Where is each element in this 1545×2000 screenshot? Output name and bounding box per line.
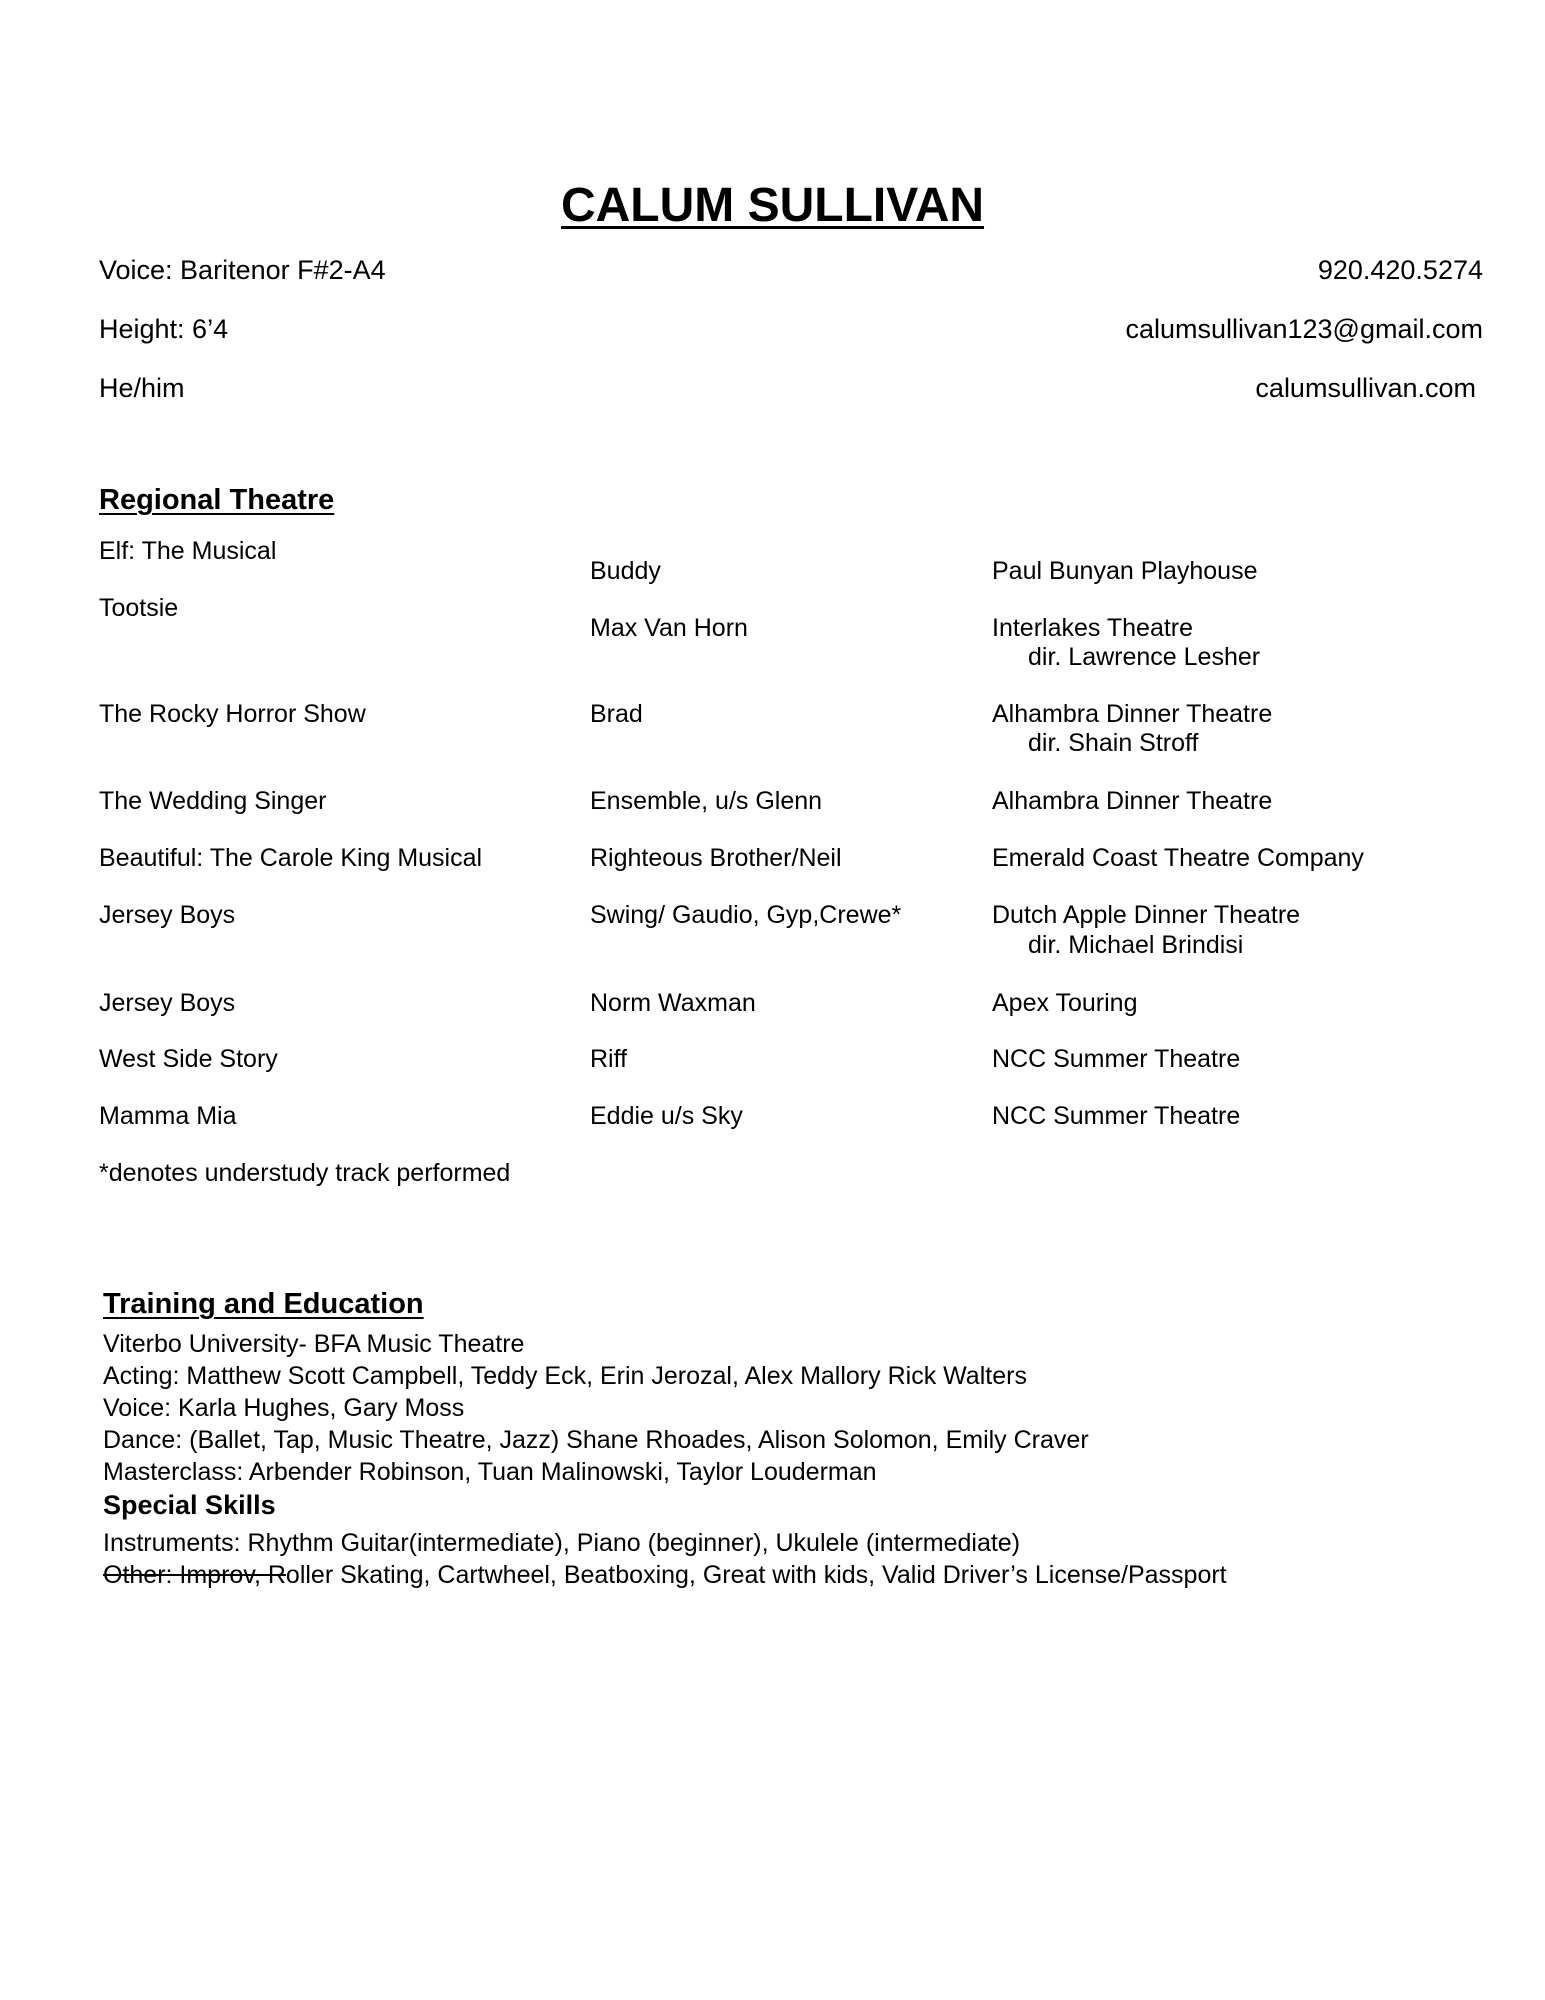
credit-show: The Rocky Horror Show [99, 700, 366, 728]
training-line: Masterclass: Arbender Robinson, Tuan Malinowski, Taylor Louderman [103, 1458, 877, 1486]
struck-text: Other: Improv, R [103, 1561, 286, 1589]
credit-show: The Wedding Singer [99, 787, 327, 815]
training-line: Dance: (Ballet, Tap, Music Theatre, Jazz) Shane Rhoades, Alison Solomon, Emily Craver [103, 1426, 1089, 1454]
training-line: Viterbo University- BFA Music Theatre [103, 1330, 525, 1358]
credit-director: dir. Shain Stroff [1028, 729, 1199, 757]
credit-role: Ensemble, u/s Glenn [590, 787, 823, 815]
credit-role: Brad [590, 700, 643, 728]
training-line: Voice: Karla Hughes, Gary Moss [103, 1394, 465, 1422]
credit-show: Elf: The Musical [99, 537, 277, 565]
credit-show: Jersey Boys [99, 901, 236, 929]
credit-show: Tootsie [99, 594, 179, 622]
website: calumsullivan.com [1255, 373, 1476, 403]
regional-theatre-heading: Regional Theatre [99, 484, 335, 516]
credit-role: Eddie u/s Sky [590, 1102, 743, 1130]
phone-number: 920.420.5274 [1317, 255, 1483, 285]
credit-venue: Paul Bunyan Playhouse [992, 557, 1258, 585]
training-heading: Training and Education [103, 1288, 424, 1320]
skills-instruments: Instruments: Rhythm Guitar(intermediate), Piano (beginner), Ukulele (intermediate) [103, 1529, 1021, 1557]
credit-role: Riff [590, 1045, 628, 1073]
credit-venue: Apex Touring [992, 989, 1138, 1017]
skills-other-text: oller Skating, Cartwheel, Beatboxing, Great with kids, Valid Driver’s License/Passport [285, 1561, 1227, 1589]
credit-role: Max Van Horn [590, 614, 748, 642]
credit-role: Buddy [590, 557, 661, 585]
credit-venue: Emerald Coast Theatre Company [992, 844, 1364, 872]
credit-show: Mamma Mia [99, 1102, 237, 1130]
credit-role: Swing/ Gaudio, Gyp,Crewe* [590, 901, 902, 929]
skills-other [103, 1559, 1227, 1591]
credit-role: Norm Waxman [590, 989, 756, 1017]
email-address: calumsullivan123@gmail.com [1125, 314, 1483, 344]
credit-director: dir. Michael Brindisi [1028, 931, 1244, 959]
credit-director: dir. Lawrence Lesher [1028, 643, 1261, 671]
credit-show: Beautiful: The Carole King Musical [99, 844, 483, 872]
special-skills-heading: Special Skills [103, 1490, 276, 1520]
credit-show: West Side Story [99, 1045, 278, 1073]
pronouns: He/him [99, 373, 185, 403]
credit-venue: NCC Summer Theatre [992, 1102, 1241, 1130]
resume-name: CALUM SULLIVAN [560, 179, 985, 232]
credit-venue: Interlakes Theatre [992, 614, 1194, 642]
height: Height: 6’4 [99, 314, 229, 344]
credit-venue: Dutch Apple Dinner Theatre [992, 901, 1301, 929]
voice-type: Voice: Baritenor F#2-A4 [99, 255, 386, 285]
understudy-footnote: *denotes understudy track performed [99, 1159, 511, 1187]
credit-venue: Alhambra Dinner Theatre [992, 700, 1273, 728]
credit-venue: NCC Summer Theatre [992, 1045, 1241, 1073]
training-line: Acting: Matthew Scott Campbell, Teddy Eck, Erin Jerozal, Alex Mallory Rick Walters [103, 1362, 1027, 1390]
credit-venue: Alhambra Dinner Theatre [992, 787, 1273, 815]
credit-show: Jersey Boys [99, 989, 236, 1017]
credit-role: Righteous Brother/Neil [590, 844, 842, 872]
